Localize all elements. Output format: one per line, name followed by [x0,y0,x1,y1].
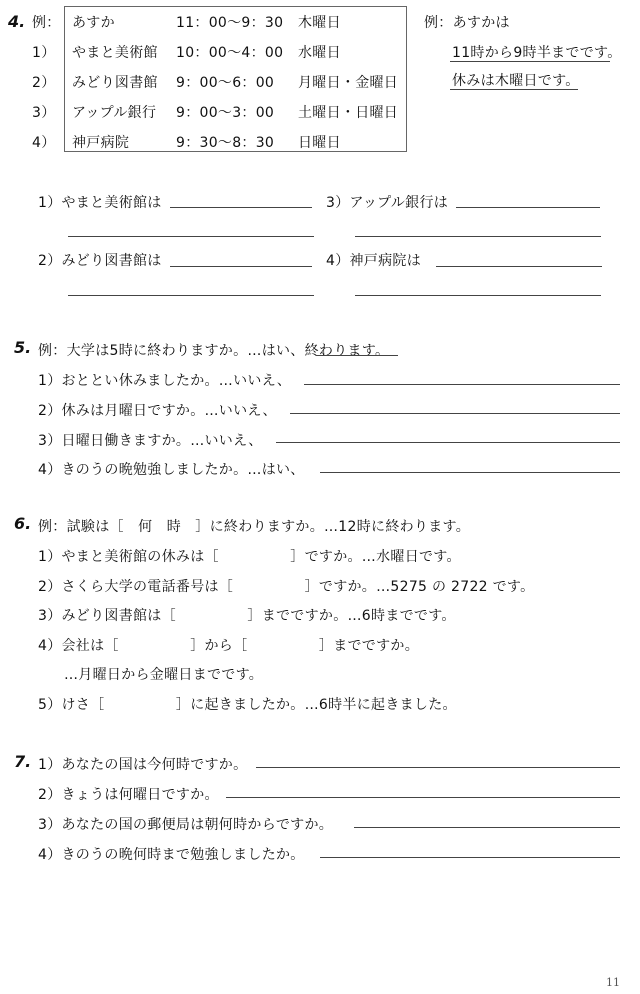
question-item: 1）あなたの国は今何時ですか。 [38,757,248,773]
answer-line[interactable] [170,266,312,267]
answer-line[interactable] [304,384,620,385]
answer-line[interactable] [226,797,620,798]
question-7-number: 7. [14,752,32,771]
question-item: 2）休みは月曜日ですか。…いいえ、 [38,403,277,419]
question-5-number: 5. [14,338,32,357]
answer-line[interactable] [68,295,314,296]
answer-line[interactable] [256,767,620,768]
question-item: 2）さくら大学の電話番号は［ ］ですか。…5275 の 2722 です。 [38,579,535,595]
question-item-continuation: …月曜日から金曜日までです。 [64,667,264,683]
question-item: 3）あなたの国の郵便局は朝何時からですか。 [38,817,334,833]
row-label: 例： [32,15,61,31]
question-item: 4）きのうの晩何時まで勉強しましたか。 [38,847,305,863]
answer-line[interactable] [320,472,620,473]
row-name: みどり図書館 [72,75,158,91]
row-label: 1） [32,45,56,61]
answer-line[interactable] [170,207,312,208]
row-name: あすか [72,15,115,31]
answer-line[interactable] [320,857,620,858]
question-item: 1）おととい休みましたか。…いいえ、 [38,373,292,389]
row-closed: 土曜日・日曜日 [298,105,399,121]
row-closed: 木曜日 [298,15,341,31]
row-hours: 10：00〜4：00 [176,45,284,61]
row-hours: 9：00〜6：00 [176,75,275,91]
example-underline [316,355,398,356]
row-label: 2） [32,75,56,91]
page-number: 11 [606,976,620,989]
row-name: 神戸病院 [72,135,130,151]
question-4-number: 4. [8,12,26,31]
row-closed: 月曜日・金曜日 [298,75,399,91]
answer-label: 3）アップル銀行は [326,195,449,211]
question-item: 2）きょうは何曜日ですか。 [38,787,219,803]
answer-line[interactable] [355,295,601,296]
answer-line[interactable] [290,413,620,414]
row-hours: 11：00〜9：30 [176,15,284,31]
example-heading: 例：あすかは [424,15,510,31]
answer-line[interactable] [68,236,314,237]
row-hours: 9：00〜3：00 [176,105,275,121]
row-hours: 9：30〜8：30 [176,135,275,151]
question-item: 1）やまと美術館の休みは［ ］ですか。…水曜日です。 [38,549,461,565]
question-6-number: 6. [14,514,32,533]
question-item: 3）日曜日働きますか。…いいえ、 [38,433,263,449]
answer-label: 2）みどり図書館は [38,253,162,269]
answer-line[interactable] [276,442,620,443]
example-sentence: 例：試験は［ 何 時 ］に終わりますか。…12時に終わります。 [38,519,470,535]
answer-line[interactable] [354,827,620,828]
answer-line[interactable] [355,236,601,237]
question-item: 4）会社は［ ］から［ ］までですか。 [38,638,420,654]
row-label: 4） [32,135,56,151]
question-item: 4）きのうの晩勉強しましたか。…はい、 [38,462,305,478]
example-line-2: 休みは木曜日です。 [452,73,580,89]
row-name: アップル銀行 [72,105,157,121]
example-line-1: 11時から9時半までです。 [452,45,622,61]
answer-line[interactable] [456,207,600,208]
answer-line[interactable] [436,266,602,267]
question-item: 5）けさ［ ］に起きましたか。…6時半に起きました。 [38,697,457,713]
question-item: 3）みどり図書館は［ ］までですか。…6時までです。 [38,608,456,624]
example-underline-2 [450,89,578,90]
row-closed: 日曜日 [298,135,341,151]
example-sentence: 例：大学は5時に終わりますか。…はい、終わります。 [38,343,390,359]
answer-label: 1）やまと美術館は [38,195,162,211]
answer-label: 4）神戸病院は [326,253,422,269]
row-label: 3） [32,105,56,121]
row-closed: 水曜日 [298,45,341,61]
row-name: やまと美術館 [72,45,158,61]
example-underline-1 [450,61,610,62]
